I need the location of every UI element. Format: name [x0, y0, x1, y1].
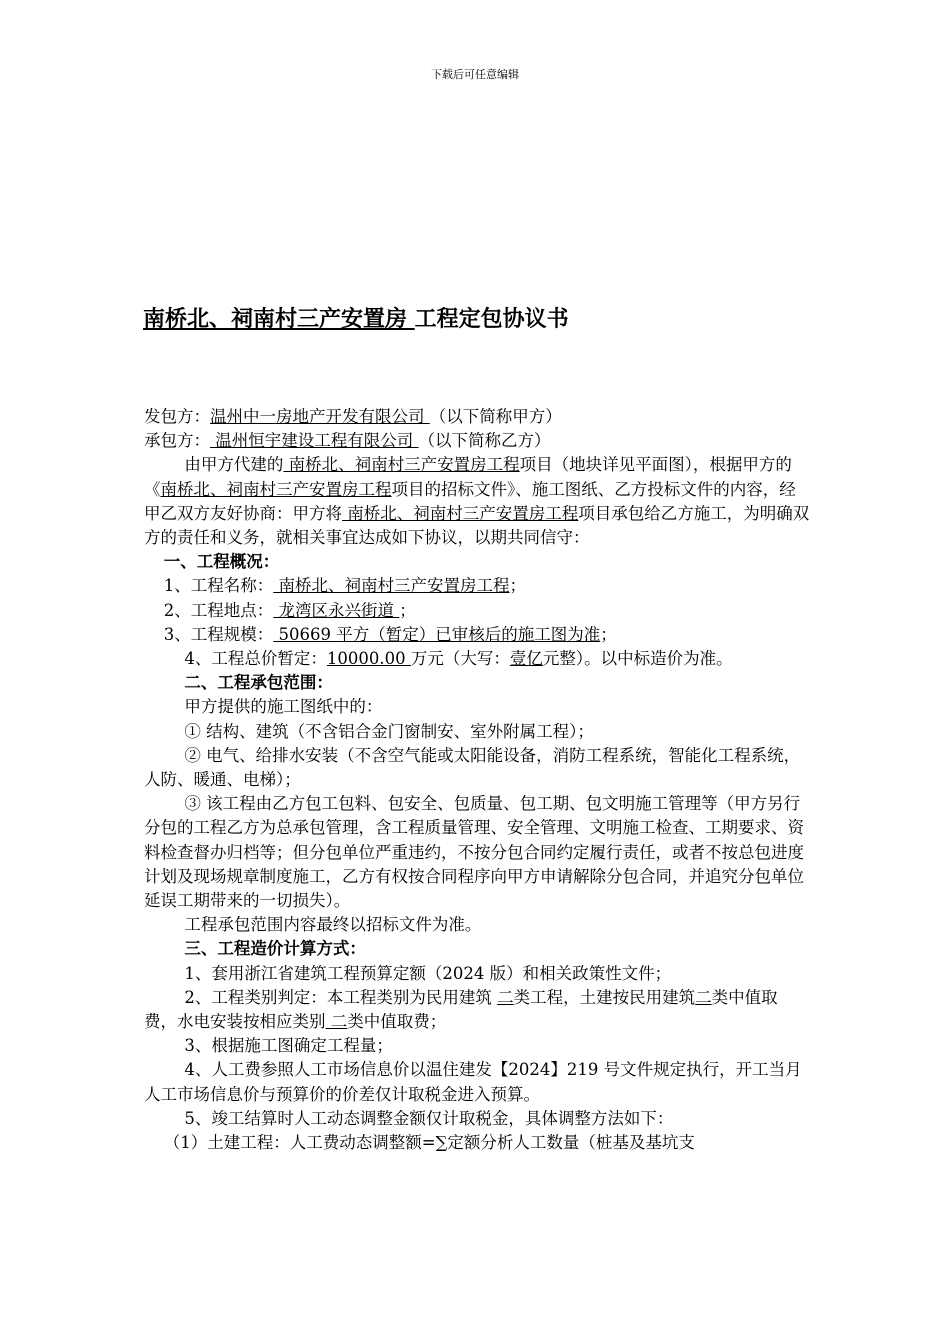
cost-paragraph: （1）土建工程：人工费动态调整额=∑定额分析人工数量（桩基及基坑支 [163, 1133, 695, 1153]
item-end: ； [600, 624, 617, 644]
cost-paragraph: 4、人工费参照人工市场信息价以温住建发【2024】219 号文件规定执行，开工当月人工市场信息价与预算价的价差仅计取税金进入预算。 [144, 1060, 802, 1104]
project-location: 龙湾区永兴街道 [273, 600, 400, 620]
item-end: ； [399, 600, 416, 620]
project-location-line [144, 599, 810, 623]
intro-text: 由甲方代建的 [184, 455, 284, 475]
category-value: 二 [325, 1012, 348, 1032]
contractor-note: （以下简称乙方） [418, 431, 551, 451]
contractor-label: 承包方： [144, 431, 210, 451]
scope-paragraph: 甲方提供的施工图纸中的： [184, 697, 383, 717]
section3-heading: 三、工程造价计算方式： [184, 939, 366, 959]
contractor-line [144, 429, 810, 453]
document-body [144, 405, 810, 1155]
cost-paragraph: 1、套用浙江省建筑工程预算定额（2024 版）和相关政策性文件； [184, 963, 672, 983]
intro-text: 项目（地块详见平面图），根据甲方的《 [144, 455, 792, 499]
section2-heading: 二、工程承包范围： [184, 673, 333, 693]
title-project: 南桥北、祠南村三产安置房 [143, 307, 415, 332]
employer-label: 发包方： [144, 407, 210, 426]
scope-paragraph: ③ 该工程由乙方包工包料、包安全、包质量、包工期、包文明施工管理等（甲方另行分包的工程乙方为总承包管理，含工程质量管理、安全管理、文明施工检查、工期要求、资料检查督办归档等；但分包单位严重违约，不按分包合同约定履行责任，或者不按总包进度计划及现场规章制度施工，乙方有权按合同程序向甲方申请解除分包合同，并追究分包单位延误工期带来的一切损失）。 [144, 794, 804, 911]
item-label: 1、工程名称： [163, 576, 274, 596]
cost-text: 类工程，土建按民用建筑 [513, 987, 696, 1007]
scope-paragraph: ② 电气、给排水安装（不含空气能或太阳能设备，消防工程系统，智能化工程系统，人防、暖通、电梯）； [144, 745, 801, 790]
intro-paragraph [144, 453, 810, 550]
scope-paragraph: 工程承包范围内容最终以招标文件为准。 [184, 915, 482, 935]
intro-text: 项目承包给乙方施工，为明确双方的责任和义务，就相关事宜达成如下协议，以期共同信守： [144, 503, 810, 548]
project-scale-line [144, 623, 810, 647]
project-price: 10000.00 [326, 649, 411, 669]
category-value: 二 [695, 987, 712, 1007]
employer-name: 温州中一房地产开发有限公司 [210, 407, 430, 426]
item-text: 万元（大写： [410, 649, 510, 669]
cost-paragraph: 5、竣工结算时人工动态调整金额仅计取税金，具体调整方法如下： [184, 1108, 674, 1128]
cost-text: 2、工程类别判定：本工程类别为民用建筑 [184, 987, 498, 1007]
employer-note: （以下简称甲方） [429, 407, 562, 426]
item-label: 4、工程总价暂定： [184, 649, 327, 669]
cost-text: 类中值取费； [347, 1012, 447, 1032]
item-label: 2、工程地点： [163, 600, 274, 620]
item-end: ； [509, 576, 527, 596]
title-suffix: 工程定包协议书 [414, 307, 569, 332]
project-price-caps: 壹亿 [509, 649, 543, 669]
header-note: 下载后可任意编辑 [431, 68, 519, 81]
cost-paragraph [144, 986, 810, 1034]
project-scale: 50669 平方（暂定）已审核后的施工图为准 [273, 624, 601, 644]
employer-line [144, 405, 810, 429]
intro-project: 南桥北、祠南村三产安置房工程 [283, 455, 520, 475]
intro-project: 南桥北、祠南村三产安置房工程 [160, 479, 392, 499]
item-end: 元整）。以中标造价为准。 [542, 649, 733, 669]
category-value: 二 [497, 987, 514, 1007]
project-name-line [144, 574, 810, 598]
document-title [143, 302, 569, 333]
item-label: 3、工程规模： [163, 624, 274, 644]
cost-paragraph: 3、根据施工图确定工程量； [184, 1036, 393, 1056]
intro-text: 项目的招标文件》、施工图纸、乙方投标文件的内容，经甲乙双方友好协商：甲方将 [144, 479, 796, 523]
project-price-line [144, 647, 810, 671]
project-name: 南桥北、祠南村三产安置房工程 [273, 576, 510, 596]
cost-text: 类中值取费，水电安装按相应类别 [144, 987, 778, 1032]
scope-paragraph: ① 结构、建筑（不含铝合金门窗制安、室外附属工程）； [184, 721, 594, 741]
contractor-name: 温州恒宇建设工程有限公司 [210, 431, 419, 451]
intro-project: 南桥北、祠南村三产安置房工程 [342, 503, 579, 523]
section1-heading: 一、工程概况： [163, 552, 280, 572]
